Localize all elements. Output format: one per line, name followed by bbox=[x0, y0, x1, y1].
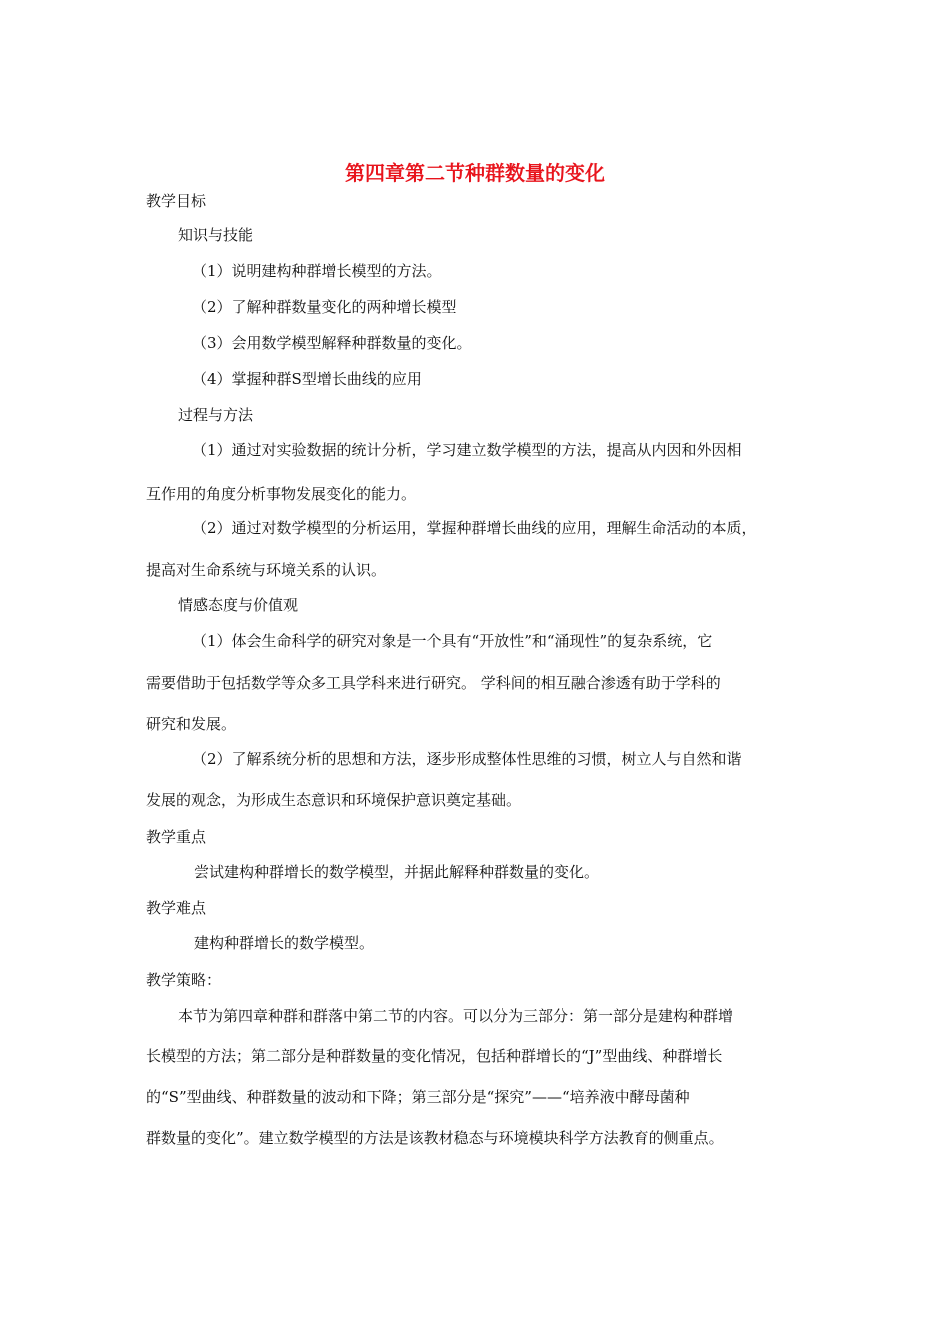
knowledge-item: （1）说明建构种群增长模型的方法。 bbox=[192, 262, 442, 280]
document-title: 第四章第二节种群数量的变化 bbox=[345, 161, 605, 185]
knowledge-item: （3）会用数学模型解释种群数量的变化。 bbox=[192, 334, 472, 352]
knowledge-item: （2）了解种群数量变化的两种增长模型 bbox=[192, 298, 457, 316]
emotion-paragraph-line: 需要借助于包括数学等众多工具学科来进行研究。 学科间的相互融合渗透有助于学科的 bbox=[146, 674, 721, 692]
key-points-heading: 教学重点 bbox=[146, 828, 207, 846]
emotion-heading: 情感态度与价值观 bbox=[178, 596, 299, 614]
emotion-paragraph-line: 研究和发展。 bbox=[146, 715, 237, 733]
difficult-points-text: 建构种群增长的数学模型。 bbox=[194, 934, 375, 952]
emotion-paragraph-line: 发展的观念，为形成生态意识和环境保护意识奠定基础。 bbox=[146, 791, 522, 809]
strategy-paragraph-line: 长模型的方法；第二部分是种群数量的变化情况，包括种群增长的“J”型曲线、种群增长 bbox=[146, 1047, 723, 1065]
knowledge-item: （4）掌握种群S型增长曲线的应用 bbox=[192, 370, 422, 388]
strategy-paragraph-line: 的“S”型曲线、种群数量的波动和下降；第三部分是“探究”——“培养液中酵母菌种 bbox=[146, 1088, 690, 1106]
knowledge-heading: 知识与技能 bbox=[178, 226, 254, 244]
goals-heading: 教学目标 bbox=[146, 192, 207, 210]
strategy-paragraph-line: 本节为第四章种群和群落中第二节的内容。可以分为三部分：第一部分是建构种群增 bbox=[178, 1007, 734, 1025]
process-paragraph-line: （1）通过对实验数据的统计分析，学习建立数学模型的方法，提高从内因和外因相 bbox=[192, 441, 742, 459]
process-heading: 过程与方法 bbox=[178, 406, 254, 424]
difficult-points-heading: 教学难点 bbox=[146, 899, 207, 917]
strategy-paragraph-line: 群数量的变化”。建立数学模型的方法是该教材稳态与环境模块科学方法教育的侧重点。 bbox=[146, 1129, 724, 1147]
emotion-paragraph-line: （2）了解系统分析的思想和方法，逐步形成整体性思维的习惯，树立人与自然和谐 bbox=[192, 750, 742, 768]
emotion-paragraph-line: （1）体会生命科学的研究对象是一个具有“开放性”和“涌现性”的复杂系统，它 bbox=[192, 632, 713, 650]
key-points-text: 尝试建构种群增长的数学模型，并据此解释种群数量的变化。 bbox=[194, 863, 600, 881]
process-paragraph-line: 提高对生命系统与环境关系的认识。 bbox=[146, 561, 387, 579]
strategy-heading: 教学策略： bbox=[146, 971, 222, 989]
process-paragraph-line: （2）通过对数学模型的分析运用，掌握种群增长曲线的应用，理解生命活动的本质， bbox=[192, 519, 757, 537]
process-paragraph-line: 互作用的角度分析事物发展变化的能力。 bbox=[146, 485, 417, 503]
